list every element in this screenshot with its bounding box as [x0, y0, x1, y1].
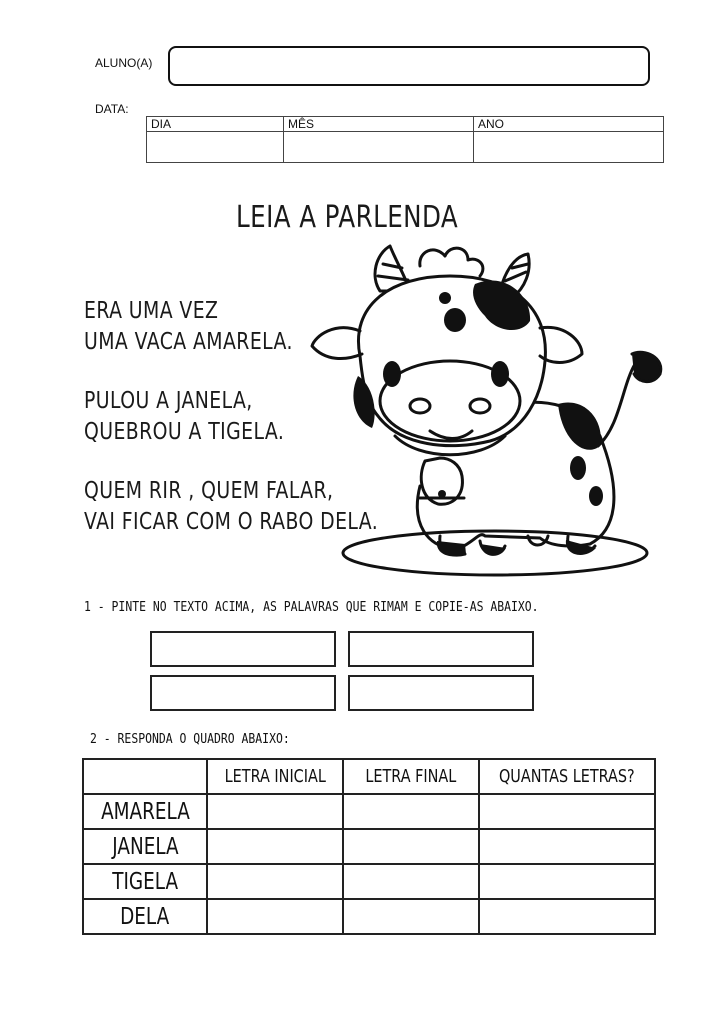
date-col-year: ANO	[474, 117, 664, 132]
rhyme-answer-box[interactable]	[150, 675, 336, 711]
answer-cell[interactable]	[479, 899, 655, 934]
answer-cell[interactable]	[479, 829, 655, 864]
poem-line: PULOU A JANELA,	[84, 388, 253, 414]
month-field[interactable]	[284, 132, 474, 163]
word-cell: JANELA	[83, 829, 207, 864]
header-final-letter: LETRA FINAL	[343, 759, 479, 794]
answer-cell[interactable]	[479, 794, 655, 829]
answer-cell[interactable]	[343, 864, 479, 899]
answer-cell[interactable]	[343, 794, 479, 829]
answer-cell[interactable]	[207, 829, 343, 864]
table-row	[83, 794, 655, 829]
word-cell: AMARELA	[83, 794, 207, 829]
answer-cell[interactable]	[343, 829, 479, 864]
header-letter-count: QUANTAS LETRAS?	[479, 759, 655, 794]
answer-cell[interactable]	[343, 899, 479, 934]
date-col-month: MÊS	[284, 117, 474, 132]
table-row	[83, 829, 655, 864]
table-row	[83, 864, 655, 899]
answer-cell[interactable]	[207, 899, 343, 934]
header-initial-letter: LETRA INICIAL	[207, 759, 343, 794]
word-cell: DELA	[83, 899, 207, 934]
rhyme-answer-box[interactable]	[150, 631, 336, 667]
table-row	[83, 899, 655, 934]
day-field[interactable]	[147, 132, 284, 163]
poem-line: QUEBROU A TIGELA.	[84, 419, 285, 445]
date-col-day: DIA	[147, 117, 284, 132]
poem-line: ERA UMA VEZ	[84, 298, 219, 324]
table-corner-cell	[83, 759, 207, 794]
student-name-field[interactable]	[168, 46, 650, 86]
cow-icon	[300, 236, 670, 586]
answer-cell[interactable]	[207, 794, 343, 829]
answer-cell[interactable]	[207, 864, 343, 899]
poem-line: QUEM RIR , QUEM FALAR,	[84, 478, 334, 504]
poem-line: VAI FICAR COM O RABO DELA.	[84, 509, 379, 535]
student-label: ALUNO(A)	[95, 56, 153, 70]
table-header-row	[83, 759, 655, 794]
question-2: 2 - RESPONDA O QUADRO ABAIXO:	[90, 732, 290, 747]
word-cell: TIGELA	[83, 864, 207, 899]
rhyme-answer-box[interactable]	[348, 675, 534, 711]
rhyme-answer-box[interactable]	[348, 631, 534, 667]
question-1: 1 - PINTE NO TEXTO ACIMA, AS PALAVRAS QUE RIMAM E COPIE-AS ABAIXO.	[84, 600, 539, 615]
year-field[interactable]	[474, 132, 664, 163]
answer-cell[interactable]	[479, 864, 655, 899]
page-title: LEIA A PARLENDA	[236, 200, 459, 235]
date-table	[146, 116, 664, 163]
date-label: DATA:	[95, 102, 129, 116]
poem-line: UMA VACA AMARELA.	[84, 329, 293, 355]
word-table	[82, 758, 656, 935]
